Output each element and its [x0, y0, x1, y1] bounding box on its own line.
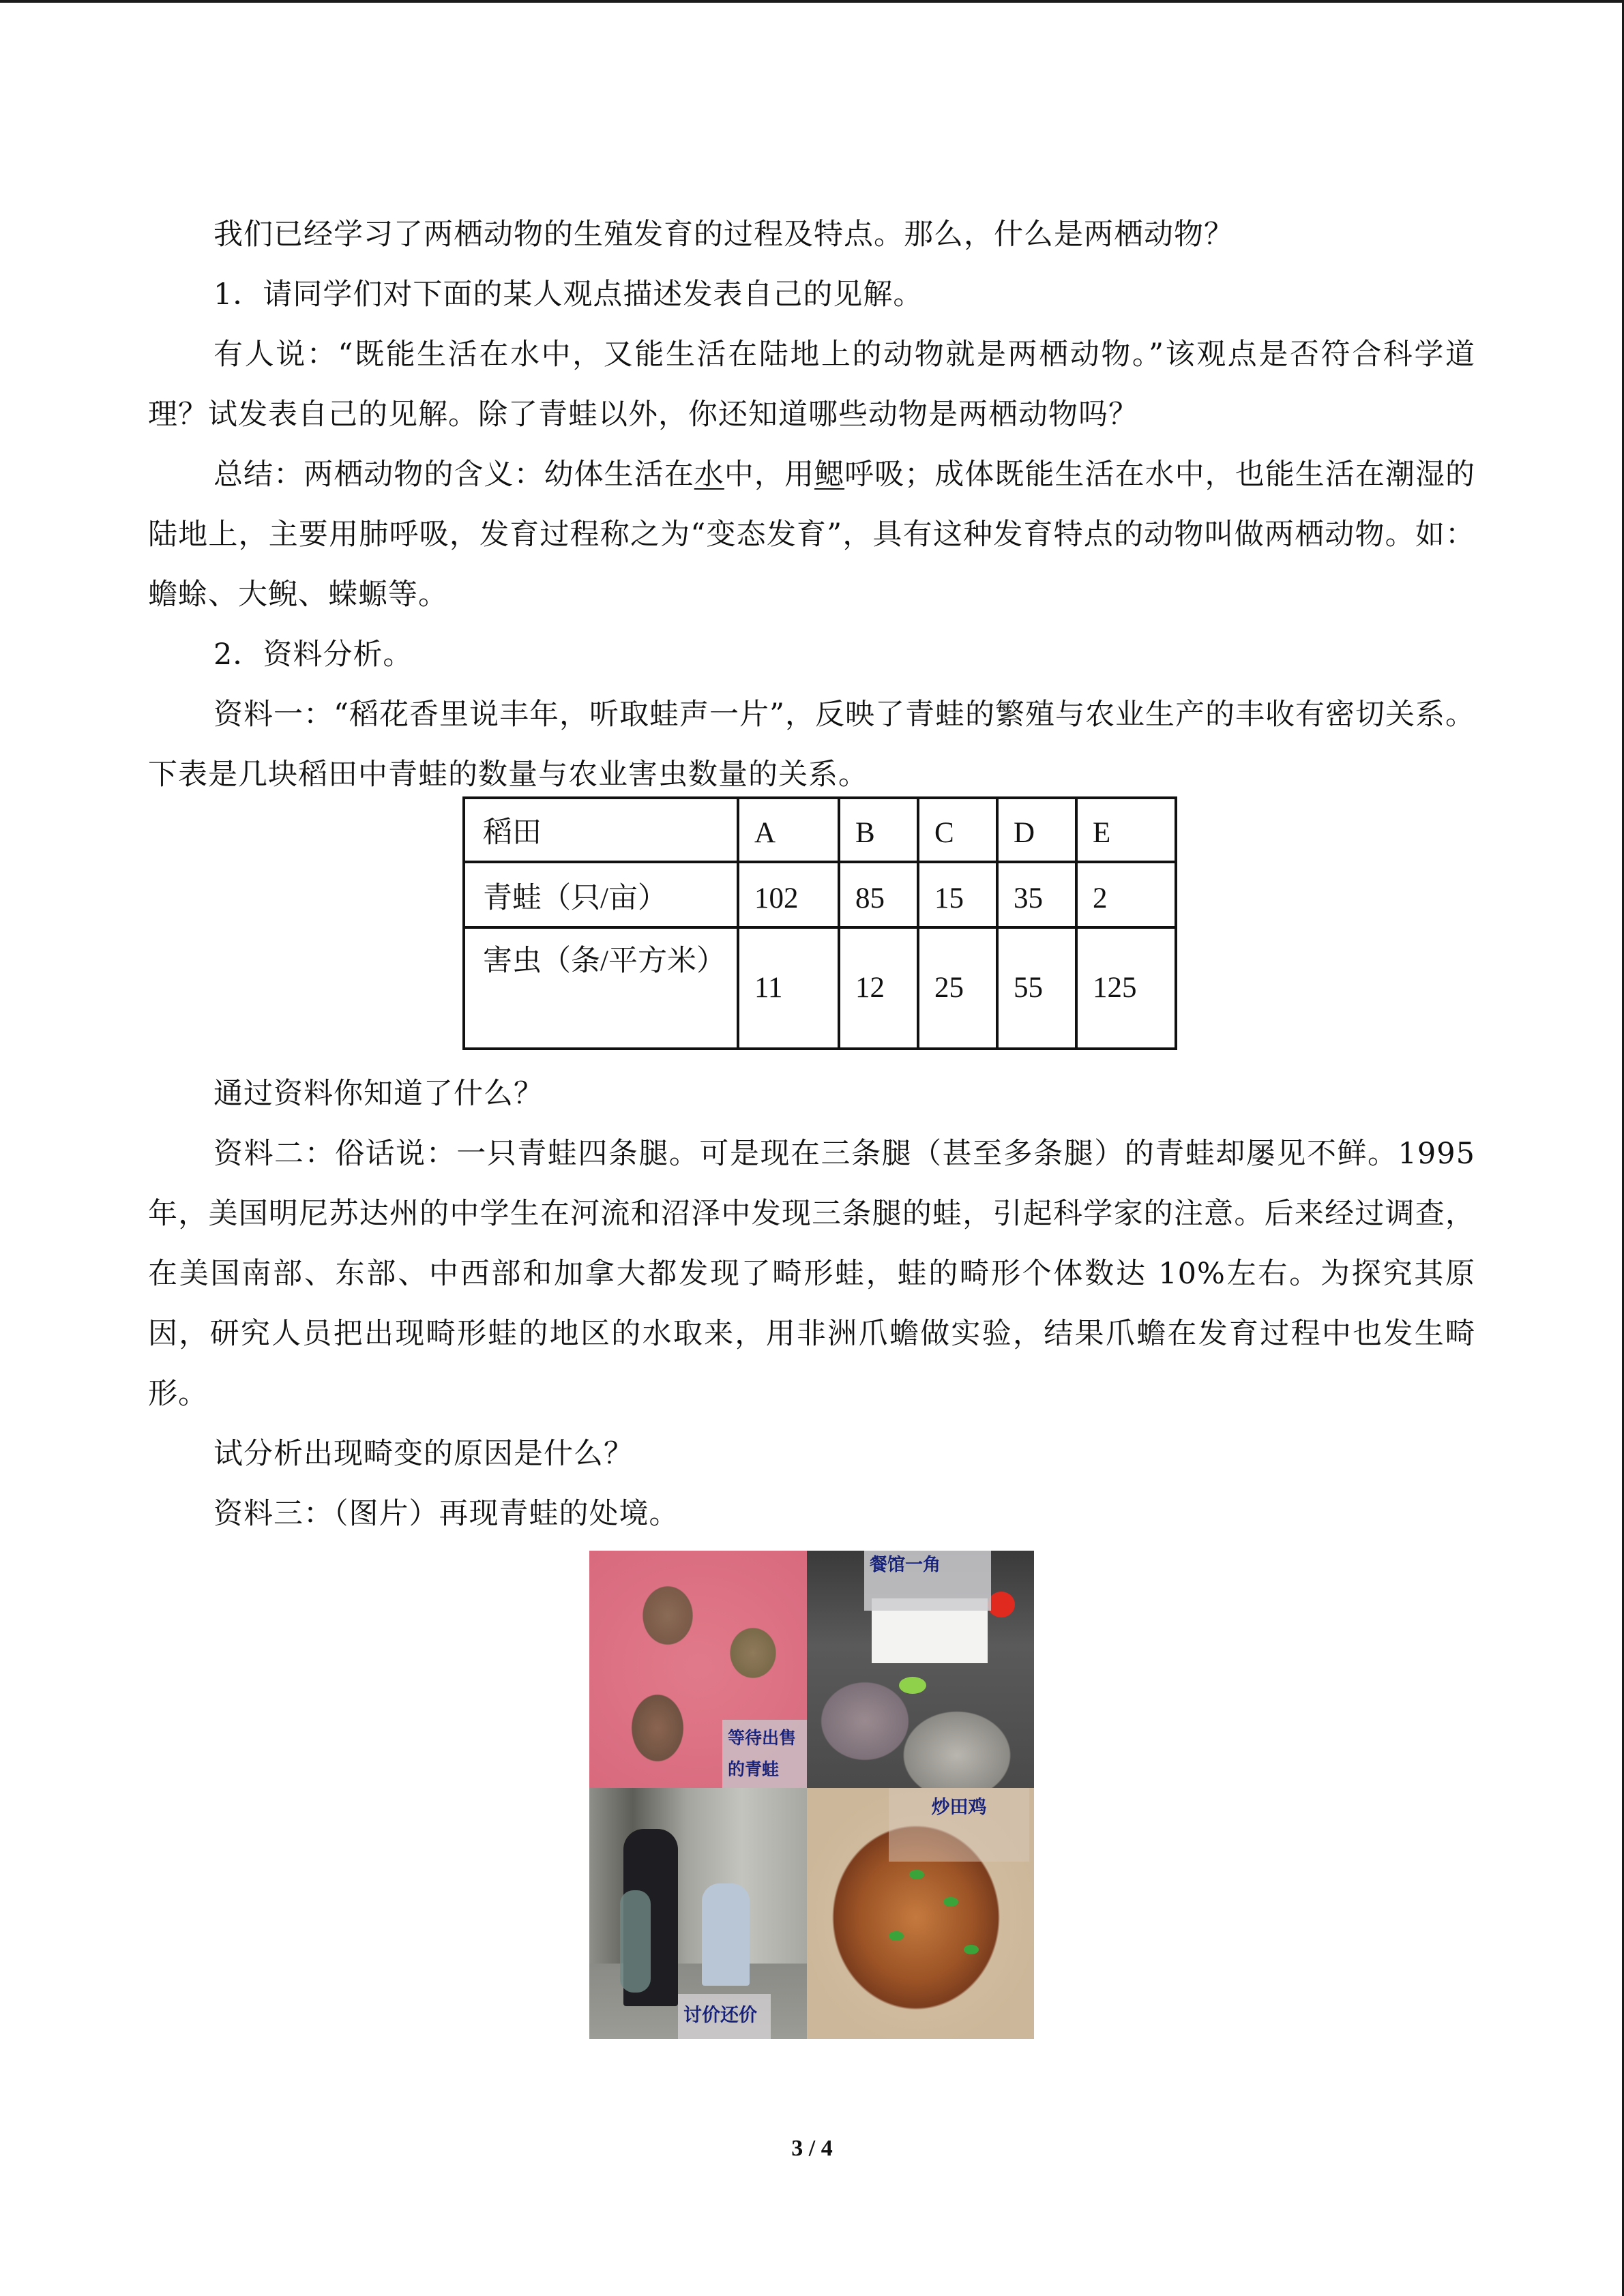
intro-paragraph: 我们已经学习了两栖动物的生殖发育的过程及特点。那么，什么是两栖动物？: [213, 218, 1234, 252]
table-cell: 2: [1076, 862, 1176, 927]
summary-blank-gill: 鳃: [814, 458, 845, 492]
page-number: 3 / 4: [791, 2136, 833, 2161]
table-cell: 15: [918, 862, 997, 927]
section1-summary: [148, 445, 1475, 625]
table-cell: C: [918, 798, 997, 862]
table-cell: 稻田: [464, 798, 738, 862]
body-text-lower: [148, 1064, 1475, 1544]
material2-paragraph: 资料二：俗话说：一只青蛙四条腿。可是现在三条腿（甚至多条腿）的青蛙却屡见不鲜。1995 年，美国明尼苏达州的中学生在河流和沼泽中发现三条腿的蛙，引起科学家的注意。后来经过调查，在美国南部、东部、中西部和加拿大都发现了畸形蛙，蛙的畸形个体数达 10%左右。为探究其原因，研究人员把出现畸形蛙的地区的水取来，用非洲爪蟾做实验，结果爪蟾在发育过程中也发生畸形。: [148, 1137, 1475, 1411]
table-cell: 102: [738, 862, 839, 927]
section1-question: 有人说：“既能生活在水中，又能生活在陆地上的动物就是两栖动物。”该观点是否符合科学道理？试发表自己的见解。除了青蛙以外，你还知道哪些动物是两栖动物吗？: [148, 338, 1475, 432]
photo-restaurant-corner: [807, 1551, 1034, 1788]
table-cell: 55: [997, 927, 1076, 1049]
summary-text: 呼吸；成体既能生活在水中，也能生活在潮湿的陆地上，主要用肺呼吸，发育过程称之为“变态发育”，具有这种发育特点的动物叫做两栖动物。如：蟾蜍、大鲵、蝾螈等。: [148, 458, 1476, 612]
pepper-graphic: [909, 1870, 924, 1879]
section2-heading: 2．资料分析。: [213, 638, 413, 672]
photo-bargaining: [589, 1788, 807, 2039]
material1-paragraph: 资料一：“稻花香里说丰年，听取蛙声一片”，反映了青蛙的繁殖与农业生产的丰收有密切关系。下表是几块稻田中青蛙的数量与农业害虫数量的关系。: [148, 698, 1475, 792]
page-top-border: [0, 0, 1624, 3]
person-graphic: [702, 1883, 750, 1986]
photo-frogs-for-sale: [589, 1551, 807, 1788]
table-row: [464, 862, 1176, 927]
table-cell: 25: [918, 927, 997, 1049]
photo-stir-fried-frog: [807, 1788, 1034, 2039]
table-cell: 11: [738, 927, 839, 1049]
frog-pest-table: [462, 796, 1177, 1050]
table-header-row: [464, 798, 1176, 862]
body-text-upper: [148, 205, 1475, 805]
summary-text: 中，用: [724, 458, 814, 492]
table-cell: 青蛙（只/亩）: [464, 862, 738, 927]
table-row: [464, 927, 1176, 1049]
net-bag-graphic: [620, 1890, 651, 1993]
green-plate-graphic: [899, 1677, 926, 1694]
red-plate-graphic: [988, 1592, 1015, 1617]
table-cell: E: [1076, 798, 1176, 862]
table-cell: A: [738, 798, 839, 862]
table-cell: B: [839, 798, 918, 862]
pepper-graphic: [964, 1945, 979, 1954]
pepper-graphic: [943, 1897, 958, 1907]
table-cell: D: [997, 798, 1076, 862]
photo-caption: 餐馆一角: [864, 1551, 991, 1611]
frog-situation-photo-collage: [589, 1551, 1034, 2039]
summary-blank-water: 水: [694, 458, 724, 492]
pepper-graphic: [889, 1931, 904, 1941]
photo-caption: 炒田鸡: [889, 1788, 1029, 1862]
summary-text: 总结：两栖动物的含义：幼体生活在: [213, 458, 694, 492]
question1-paragraph: 通过资料你知道了什么？: [213, 1077, 544, 1111]
material3-paragraph: 资料三：（图片）再现青蛙的处境。: [213, 1497, 679, 1531]
photo-caption: 讨价还价: [678, 1994, 771, 2039]
table-cell: 125: [1076, 927, 1176, 1049]
table-cell: 害虫（条/平方米）: [464, 927, 738, 1049]
table-cell: 85: [839, 862, 918, 927]
question2-paragraph: 试分析出现畸变的原因是什么？: [213, 1437, 634, 1471]
photo-caption: 等待出售的青蛙: [722, 1720, 807, 1788]
section1-heading: 1．请同学们对下面的某人观点描述发表自己的见解。: [213, 278, 924, 312]
table-cell: 35: [997, 862, 1076, 927]
table-cell: 12: [839, 927, 918, 1049]
